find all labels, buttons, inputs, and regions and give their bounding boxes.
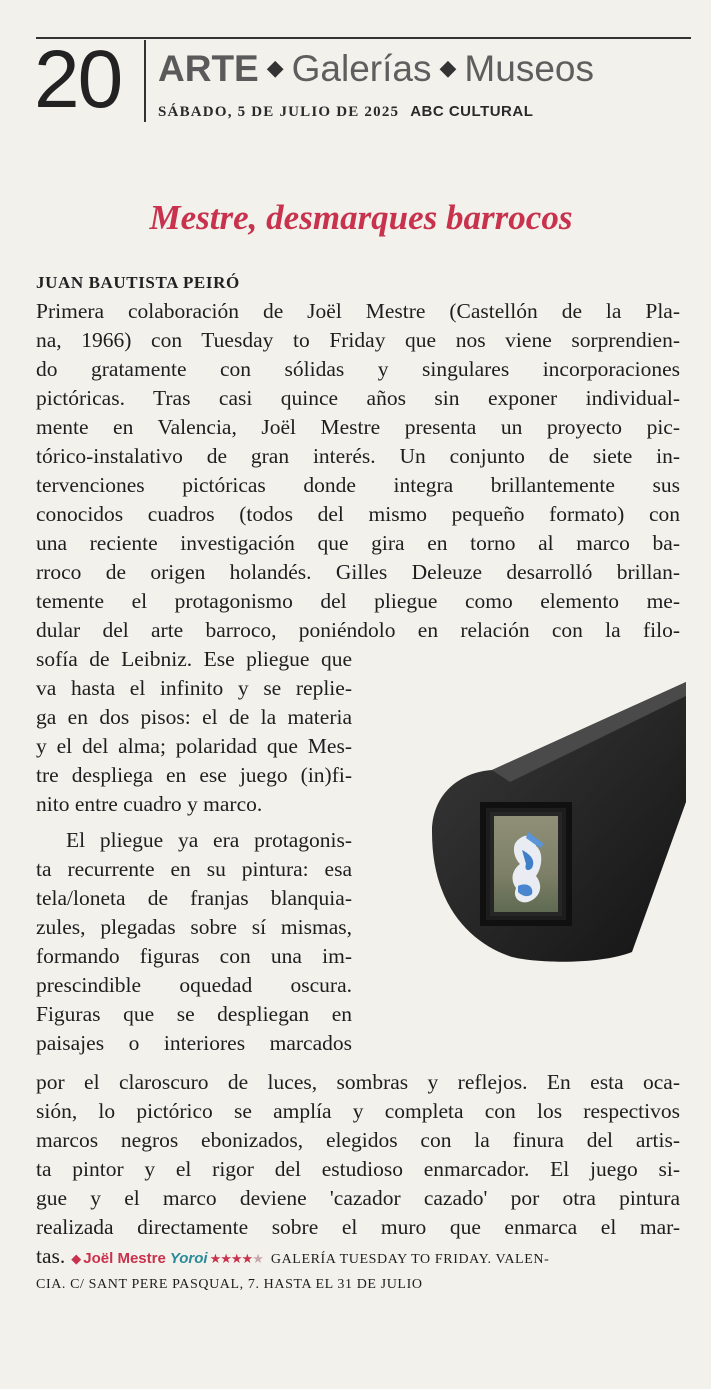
body-line: dular del arte barroco, poniéndolo en relación con la filo-	[36, 618, 680, 642]
body-line: do gratamente con sólidas y singulares incorporaciones	[36, 357, 680, 381]
body-line: El pliegue ya era protagonis-	[66, 828, 352, 852]
section-header	[158, 46, 594, 97]
section-title: ARTE	[158, 48, 259, 89]
body-line: por el claroscuro de luces, sombras y reflejos. En esta oca-	[36, 1070, 680, 1094]
body-line: ga en dos pisos: el de la materia	[36, 705, 352, 729]
closing-word: tas.	[36, 1244, 66, 1268]
body-line: sión, lo pictórico se amplía y completa con los respectivos	[36, 1099, 680, 1123]
diamond-separator-icon: ◆	[439, 55, 457, 80]
body-line: mente en Valencia, Joël Mestre presenta un proyecto pic-	[36, 415, 680, 439]
body-line: nito entre cuadro y marco.	[36, 792, 263, 816]
body-line: tórico-instalativo de gran interés. Un conjunto de siete in-	[36, 444, 680, 468]
subsection-museos: Museos	[464, 48, 594, 89]
body-line: una reciente investigación que gira en torno al marco ba-	[36, 531, 680, 555]
bullet-diamond-icon: ◆	[71, 1251, 82, 1266]
body-line: sofía de Leibniz. Ese pliegue que	[36, 647, 352, 671]
artist-name: Joël Mestre	[83, 1250, 166, 1267]
publication-date: SÁBADO, 5 DE JULIO DE 2025	[158, 104, 400, 120]
work-title: Yoroi	[169, 1250, 208, 1267]
body-line: marcos negros ebonizados, elegidos con la finura del artis-	[36, 1128, 680, 1152]
body-line: formando figuras con una im-	[36, 944, 352, 968]
artwork-photo	[432, 682, 686, 962]
body-line: gue y el marco deviene 'cazador cazado' por otra pintura	[36, 1186, 680, 1210]
body-line: paisajes o interiores marcados	[36, 1031, 352, 1055]
body-line: rroco de origen holandés. Gilles Deleuze desarrolló brillan-	[36, 560, 680, 584]
body-line: ta pintor y el rigor del estudioso enmarcador. El juego si-	[36, 1157, 680, 1181]
article-headline: Mestre, desmarques barrocos	[149, 198, 573, 237]
dateline	[158, 102, 533, 122]
page-number: 20	[34, 34, 122, 125]
body-line: tre despliega en ese juego (in)fi-	[36, 763, 352, 787]
credits-line	[36, 1242, 549, 1274]
subsection-galerias: Galerías	[291, 48, 432, 89]
rating-stars-icon: ★★★★	[209, 1251, 253, 1266]
diamond-separator-icon: ◆	[266, 55, 284, 80]
header-vertical-rule	[144, 40, 146, 122]
body-line: Figuras que se despliegan en	[36, 1002, 352, 1026]
article-byline: JUAN BAUTISTA PEIRÓ	[36, 273, 240, 292]
body-line: ta recurrente en su pintura: esa	[36, 857, 352, 881]
body-line: prescindible oquedad oscura.	[36, 973, 352, 997]
body-line: tela/loneta de franjas blanquia-	[36, 886, 352, 910]
venue-info-continued: CIA. C/ SANT PERE PASQUAL, 7. HASTA EL 31 DE JULIO	[36, 1277, 423, 1292]
body-line: va hasta el infinito y se replie-	[36, 676, 352, 700]
body-line: pictóricas. Tras casi quince años sin exponer individual-	[36, 386, 680, 410]
rating-empty-star-icon: ★	[252, 1251, 263, 1266]
supplement-name: ABC CULTURAL	[410, 103, 534, 120]
body-line: realizada directamente sobre el muro que enmarca el mar-	[36, 1215, 680, 1239]
body-line: zules, plegadas sobre sí mismas,	[36, 915, 352, 939]
body-line: na, 1966) con Tuesday to Friday que nos viene sorprendien-	[36, 328, 680, 352]
body-line: Primera colaboración de Joël Mestre (Castellón de la Pla-	[36, 299, 680, 323]
body-line: conocidos cuadros (todos del mismo pequeño formato) con	[36, 502, 680, 526]
body-line: temente el protagonismo del pliegue como elemento me-	[36, 589, 680, 613]
body-line: tervenciones pictóricas donde integra brillantemente sus	[36, 473, 680, 497]
venue-info: GALERÍA TUESDAY TO FRIDAY. VALEN-	[270, 1252, 550, 1267]
body-line: y el del alma; polaridad que Mes-	[36, 734, 352, 758]
